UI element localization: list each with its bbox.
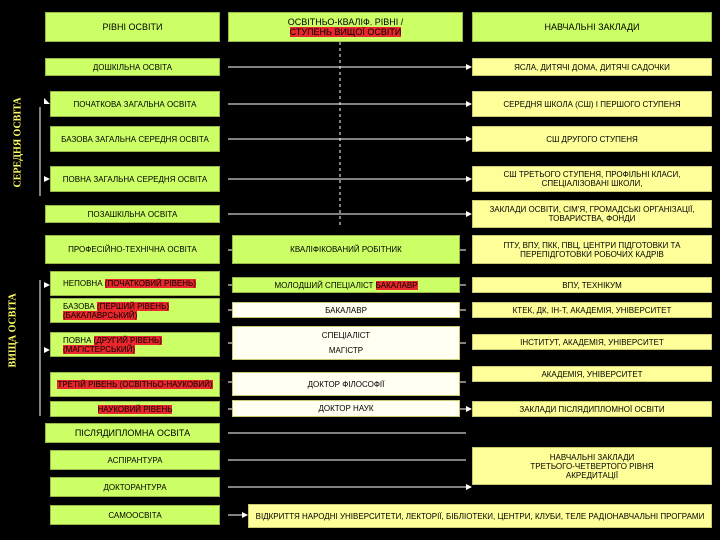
- inst-accredited: НАВЧАЛЬНІ ЗАКЛАДИ ТРЕТЬОГО-ЧЕТВЕРТОГО РІВНЯ АКРЕДИТАЦІЇ: [472, 447, 712, 485]
- qual-phd: ДОКТОР ФІЛОСОФІЇ: [232, 372, 460, 396]
- inst-self-education: ВІДКРИТТЯ НАРОДНІ УНІВЕРСИТЕТИ, ЛЕКТОРІЇ, БІБЛІОТЕКИ, ЦЕНТРИ, КЛУБИ, ТЕЛЕ РАДІОНАВЧАЛЬНІ ПРОГРАМИ: [248, 504, 712, 528]
- level-self-education: САМООСВІТА: [50, 505, 220, 525]
- header-levels: РІВНІ ОСВІТИ: [45, 12, 220, 42]
- level-third: ТРЕТІЙ РІВЕНЬ (ОСВІТНЬО-НАУКОВИЙ): [50, 372, 220, 397]
- inst-universities-1: КТЕК, ДК, ІН-Т, АКАДЕМІЯ, УНІВЕРСИТЕТ: [472, 302, 712, 318]
- level-extracurricular: ПОЗАШКІЛЬНА ОСВІТА: [45, 205, 220, 223]
- header-qualifications-line1: ОСВІТНЬО-КВАЛІФ. РІВНІ /: [287, 17, 404, 27]
- level-basic-higher: БАЗОВА (ПЕРШИЙ РІВЕНЬ) (БАКАЛАВРСЬКИЙ): [50, 298, 220, 323]
- inst-vocational: ПТУ, ВПУ, ПКК, ПВЦ, ЦЕНТРИ ПІДГОТОВКИ ТА ПЕРЕПІДГОТОВКИ РОБОЧИХ КАДРІВ: [472, 235, 712, 264]
- inst-postgrad: ЗАКЛАДИ ПІСЛЯДИПЛОМНОЇ ОСВІТИ: [472, 401, 712, 417]
- inst-school-3: СШ ТРЕТЬОГО СТУПЕНЯ, ПРОФІЛЬНІ КЛАСИ, СПЕЦІАЛІЗОВАНІ ШКОЛИ,: [472, 166, 712, 192]
- level-primary: ПОЧАТКОВА ЗАГАЛЬНА ОСВІТА: [50, 91, 220, 117]
- level-postgraduate: ПІСЛЯДИПЛОМНА ОСВІТА: [45, 423, 220, 443]
- inst-nurseries: ЯСЛА, ДИТЯЧІ ДОМА, ДИТЯЧІ САДОЧКИ: [472, 58, 712, 76]
- level-basic: БАЗОВА ЗАГАЛЬНА СЕРЕДНЯ ОСВІТА: [50, 126, 220, 152]
- qual-junior-specialist: МОЛОДШИЙ СПЕЦІАЛІСТ БАКАЛАВР: [232, 277, 460, 293]
- qual-skilled-worker: КВАЛІФІКОВАНИЙ РОБІТНИК: [232, 235, 460, 264]
- header-institutions: НАВЧАЛЬНІ ЗАКЛАДИ: [472, 12, 712, 42]
- level-doctorantura: ДОКТОРАНТУРА: [50, 477, 220, 497]
- inst-colleges: ВПУ, ТЕХНІКУМ: [472, 277, 712, 293]
- qual-specialist: СПЕЦІАЛІСТ: [321, 331, 371, 340]
- qual-bachelor: БАКАЛАВР: [232, 302, 460, 318]
- level-complete-secondary: ПОВНА ЗАГАЛЬНА СЕРЕДНЯ ОСВІТА: [50, 166, 220, 192]
- inst-school-1: СЕРЕДНЯ ШКОЛА (СШ) І ПЕРШОГО СТУПЕНЯ: [472, 91, 712, 117]
- side-label-secondary: СЕРЕДНЯ ОСВІТА: [12, 97, 24, 188]
- qual-master: МАГІСТР: [328, 346, 364, 355]
- level-complete-higher: ПОВНА (ДРУГИЙ РІВЕНЬ) (МАГІСТЕРСЬКИЙ): [50, 332, 220, 357]
- qual-specialist-master: [232, 326, 460, 360]
- level-scientific: НАУКОВИЙ РІВЕНЬ: [50, 401, 220, 417]
- level-aspirantura: АСПІРАНТУРА: [50, 450, 220, 470]
- level-vocational: ПРОФЕСІЙНО-ТЕХНІЧНА ОСВІТА: [45, 235, 220, 264]
- inst-school-2: СШ ДРУГОГО СТУПЕНЯ: [472, 126, 712, 152]
- inst-academies: АКАДЕМІЯ, УНІВЕРСИТЕТ: [472, 366, 712, 382]
- level-preschool: ДОШКІЛЬНА ОСВІТА: [45, 58, 220, 76]
- qual-doctor-sciences: ДОКТОР НАУК: [232, 400, 460, 417]
- inst-extracurricular: ЗАКЛАДИ ОСВІТИ, СІМ'Я, ГРОМАДСЬКІ ОРГАНІЗАЦІЇ, ТОВАРИСТВА, ФОНДИ: [472, 200, 712, 228]
- header-qualifications: [228, 12, 463, 42]
- header-qualifications-line2: СТУПЕНЬ ВИЩОЇ ОСВІТИ: [289, 27, 402, 37]
- inst-universities-2: ІНСТИТУТ, АКАДЕМІЯ, УНІВЕРСИТЕТ: [472, 334, 712, 350]
- side-label-higher: ВИЩА ОСВІТА: [7, 293, 19, 368]
- level-incomplete-higher: НЕПОВНА (ПОЧАТКОВИЙ РІВЕНЬ): [50, 271, 220, 296]
